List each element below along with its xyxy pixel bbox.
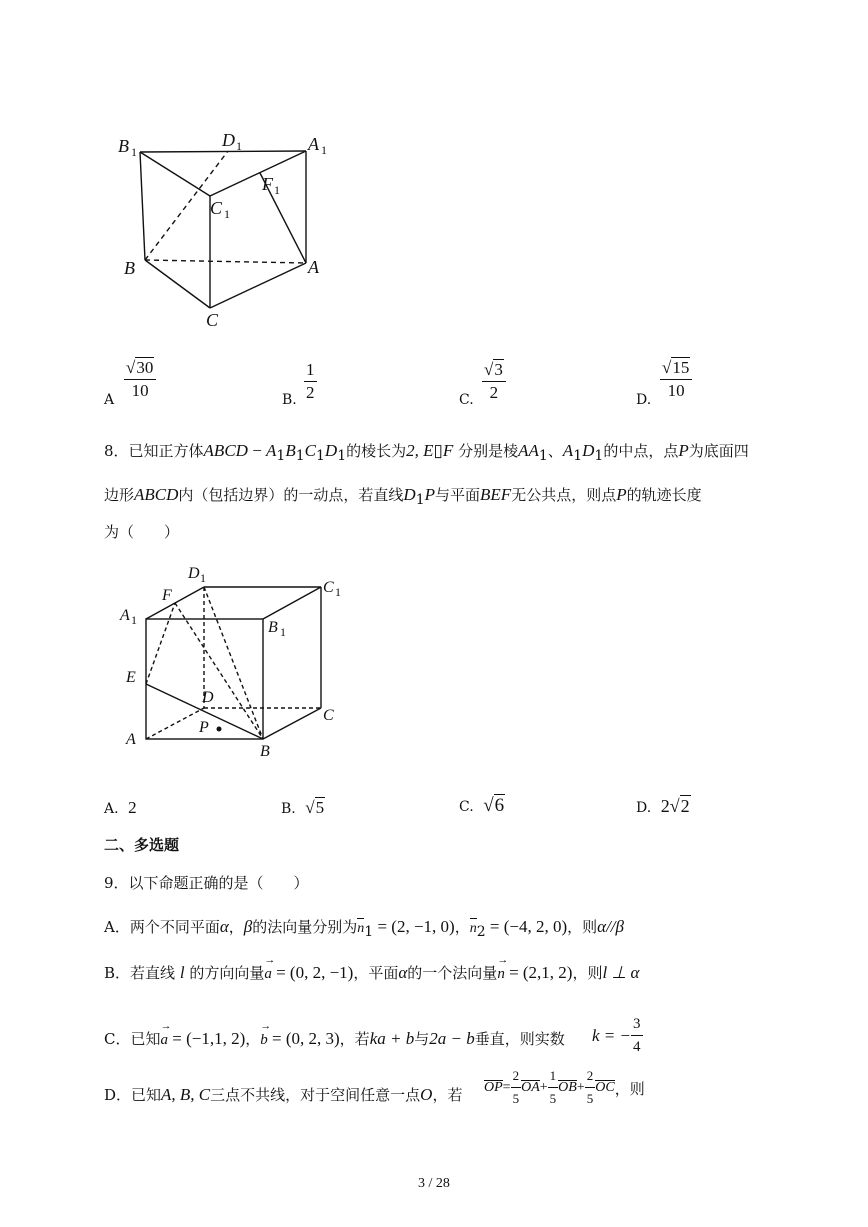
label-c: C (206, 310, 219, 330)
q8-option-b: B. √5 (281, 798, 325, 817)
label-a1: A (120, 607, 130, 624)
label-f1: F (262, 174, 273, 194)
q7-option-d-value: $\frac{√15}{10}$ (660, 358, 692, 402)
svg-text:1: 1 (274, 183, 280, 197)
label-c: C (323, 707, 334, 724)
q9-option-a: A．两个不同平面α，β的法向量分别为$n_1 = (2$, −1, 0)，$n_2 = (-4$, 2, 0)，则α//β (104, 917, 624, 940)
q7-option-a-letter: A (104, 392, 115, 408)
q9-option-d: D．已知A, B, C三点不共线，对于空间任意一点O，若 (104, 1085, 463, 1104)
q7-option-d-letter: D. (636, 392, 652, 408)
q8-option-c: C. √6 (459, 795, 505, 816)
section-title: 二、多选题 (104, 836, 180, 854)
q8-line-3: 为（ ） (104, 523, 180, 541)
svg-text:1: 1 (236, 139, 242, 153)
label-a: A (308, 257, 319, 277)
cube-figure (110, 560, 360, 770)
q8-line-2: 边形ABCD内（包括边界）的一动点，若直线$D_1P$与平面BEF无公共点，则点P的轨迹长度 (104, 485, 702, 508)
label-d: D (202, 689, 214, 706)
q8-line-1: 8．已知正方体ABCD − $A_1B_1C_1D_1$的棱长为2, E▯F 分别是棱$AA_1$、$A_1D_1$的中点，点P为底面四 (104, 441, 749, 464)
svg-text:1: 1 (335, 585, 341, 599)
q7-option-c-letter: C. (459, 392, 474, 408)
label-a: A (126, 731, 136, 748)
svg-text:1: 1 (200, 571, 206, 585)
q8-option-a: A. 2 (104, 798, 137, 817)
q7-option-c-value: $\frac{√3}{2}$ (482, 360, 506, 404)
svg-text:1: 1 (131, 613, 137, 627)
label-b: B (124, 258, 135, 278)
label-b: B (260, 743, 270, 760)
svg-text:1: 1 (321, 143, 327, 157)
label-c1: C (323, 579, 334, 596)
q7-option-a-value: $\frac{√30}{10}$ (124, 358, 156, 402)
prism-figure (110, 120, 350, 340)
q9-stem: 9．以下命题正确的是（ ） (104, 874, 309, 892)
q9-d-vector-equation: OP = $\frac{2}{5}$ OA + $\frac{1}{5}$ OB + $\frac{2}{5}$ OC ，则 (484, 1068, 645, 1106)
label-c1: C (210, 198, 223, 218)
page-number: 3 / 28 (418, 1176, 450, 1191)
label-a1: A (308, 134, 319, 154)
svg-text:1: 1 (280, 625, 286, 639)
label-b1: B (118, 136, 129, 156)
label-p: P (199, 719, 209, 736)
label-e: E (126, 669, 136, 686)
q9-c-k-value: k = − $\frac{3}{4}$ (592, 1016, 641, 1055)
q9-option-c: C．已知→ a = (−1,1, 2)，→ b = (0, 2, 3)，若ka + b与2a − b垂直，则实数 (104, 1028, 565, 1051)
label-d1: D (222, 130, 235, 150)
label-d1: D (188, 565, 200, 582)
q7-option-b-value: $\frac{1}{2}$ (306, 360, 315, 402)
svg-text:1: 1 (131, 145, 137, 159)
label-b1: B (268, 619, 278, 636)
q7-option-b-letter: B. (282, 392, 297, 408)
label-f: F (162, 587, 172, 604)
svg-text:1: 1 (224, 207, 230, 221)
q9-option-b: B．若直线 l 的方向向量→ a = (0, 2, −1)，平面α的一个法向量→ n = (2,1, 2)，则l ⊥ α (104, 962, 639, 985)
q8-option-d: D. 2√2 (636, 796, 690, 816)
